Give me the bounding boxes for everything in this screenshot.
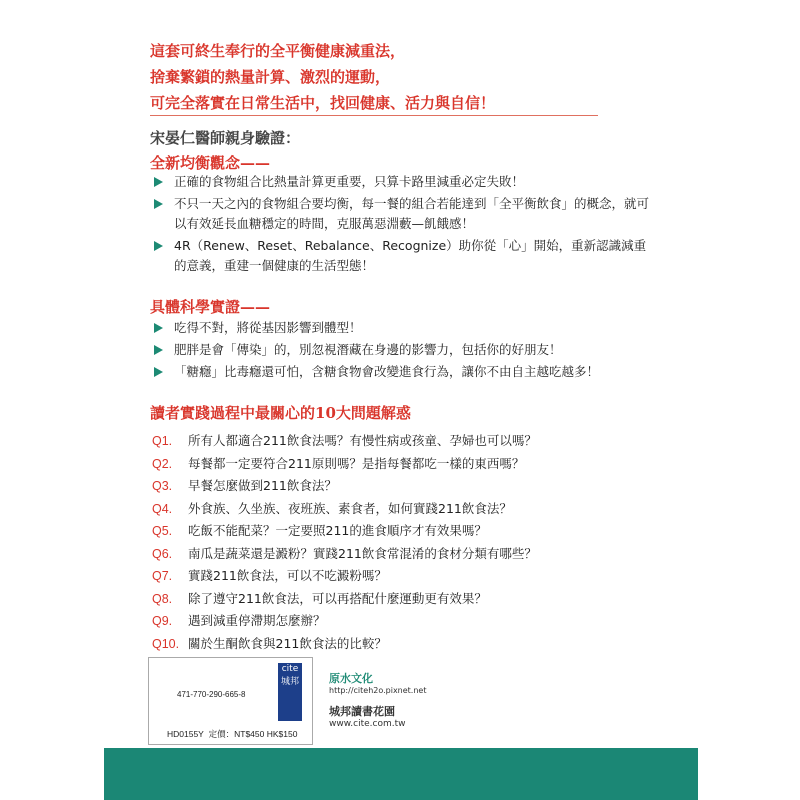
faq-item: Q4. 外食族、久坐族、夜班族、素食者，如何實踐211飲食法？ [152, 500, 512, 516]
triangle-bullet-icon [154, 323, 163, 333]
list-item: 不只一天之內的食物組合要均衡，每一餐的組合若能達到「全平衡飲食」的概念，就可以有效延長血糖穩定的時間，克服萬惡淵藪—飢餓感！ [150, 194, 650, 234]
triangle-bullet-icon [154, 177, 163, 187]
publisher-group-url: www.cite.com.tw [329, 719, 406, 729]
publisher-block [329, 670, 426, 729]
faq-list [152, 430, 537, 655]
cite-logo: cite 城邦 [278, 663, 302, 721]
faq-item: Q6. 南瓜是蔬菜還是澱粉？實踐211飲食常混淆的食材分類有哪些？ [152, 545, 537, 561]
faq-title: 讀者實踐過程中最關心的10大問題解惑 [150, 404, 411, 422]
divider [150, 115, 598, 116]
faq-item: Q8. 除了遵守211飲食法，可以再搭配什麼運動更有效果？ [152, 590, 487, 606]
list-item: 吃得不對，將從基因影響到體型！ [150, 318, 650, 338]
intro-line: 這套可終生奉行的全平衡健康減重法， [150, 42, 406, 60]
list-item: 「糖癮」比毒癮還可怕，含糖食物會改變進食行為，讓你不由自主越吃越多！ [150, 362, 650, 382]
publisher-url: http://citeh2o.pixnet.net [329, 686, 427, 695]
section-title-science: 具體科學實證—— [150, 298, 271, 316]
faq-item: Q1. 所有人都適合211飲食法嗎？有慢性病或孩童、孕婦也可以嗎？ [152, 433, 537, 448]
price-line: HD0155Y 定價：NT$450 HK$150 [167, 729, 298, 739]
barcode-box [148, 657, 313, 745]
intro-line: 捨棄繁鎖的熱量計算、激烈的運動， [150, 68, 391, 86]
faq-item: Q10. 關於生酮飲食與211飲食法的比較？ [152, 635, 387, 651]
intro-line: 可完全落實在日常生活中，找回健康、活力與自信！ [150, 94, 496, 112]
faq-item: Q7. 實踐211飲食法，可以不吃澱粉嗎？ [152, 568, 387, 583]
publisher-name: 原水文化 [329, 672, 373, 685]
faq-item: Q5. 吃飯不能配菜？一定要照211的進食順序才有效果嗎？ [152, 523, 487, 538]
list-item: 正確的食物組合比熱量計算更重要，只算卡路里減重必定失敗！ [150, 172, 650, 192]
triangle-bullet-icon [154, 367, 163, 377]
balance-list [150, 172, 650, 278]
list-item: 肥胖是會「傳染」的，別忽視潛藏在身邊的影響力，包括你的好朋友！ [150, 340, 650, 360]
faq-item: Q3. 早餐怎麼做到211飲食法？ [152, 478, 337, 493]
back-cover [104, 0, 698, 800]
triangle-bullet-icon [154, 241, 163, 251]
author-heading: 宋晏仁醫師親身驗證： [150, 129, 301, 147]
intro-text [150, 38, 495, 116]
faq-item: Q9. 遇到減重停滯期怎麼辦？ [152, 613, 326, 628]
list-item: 4R（Renew、Reset、Rebalance、Recognize）助你從「心」開始，重新認識減重的意義，重建一個健康的生活型態！ [150, 236, 650, 276]
science-list [150, 318, 650, 384]
publisher-group: 城邦讀書花園 [329, 705, 395, 718]
section-title-balance: 全新均衡觀念—— [150, 154, 271, 172]
triangle-bullet-icon [154, 199, 163, 209]
isbn: 471-770-290-665-8 [177, 690, 246, 699]
faq-item: Q2. 每餐都一定要符合211原則嗎？是指每餐都吃一樣的東西嗎？ [152, 455, 525, 471]
triangle-bullet-icon [154, 345, 163, 355]
footer-bar [104, 748, 698, 800]
